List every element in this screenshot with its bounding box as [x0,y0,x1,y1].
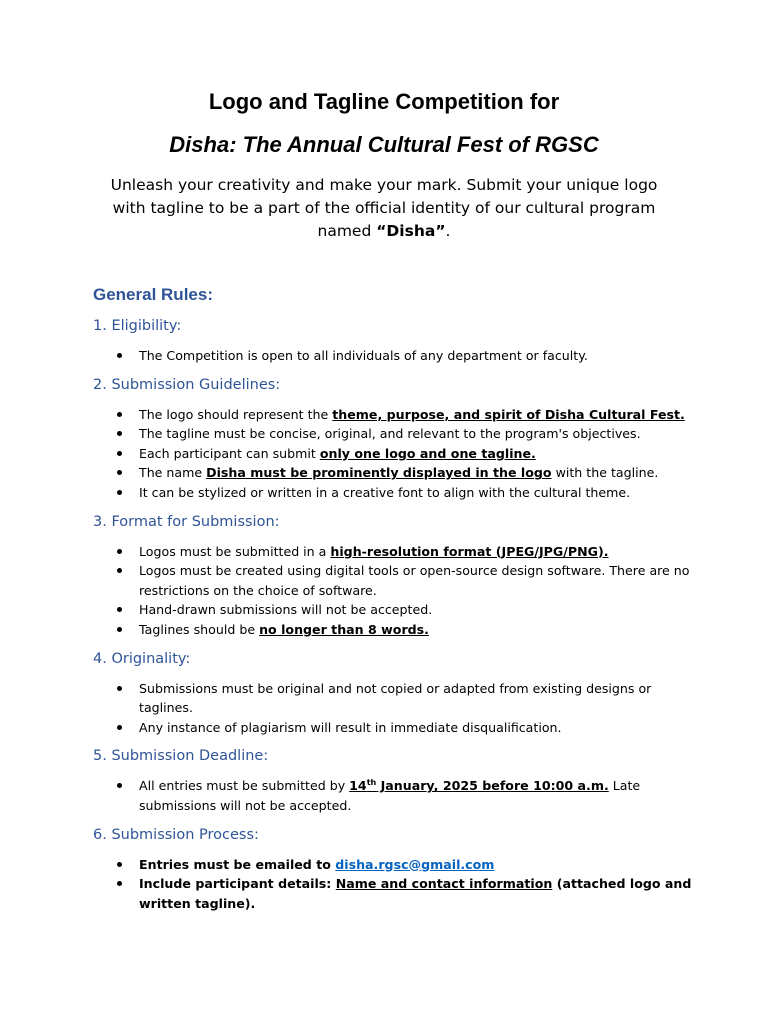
originality-list [93,679,693,738]
list-item [139,874,693,913]
list-item: Submissions must be original and not copied or adapted from existing designs or taglines. [139,679,693,718]
list-item: Any instance of plagiarism will result in immediate disqualification. [139,718,693,738]
list-item: It can be stylized or written in a creative font to align with the cultural theme. [139,483,693,503]
general-rules-heading: General Rules: [93,285,213,304]
list-item [139,444,693,464]
format-heading: 3. Format for Submission: [93,513,280,530]
list-item-text: Each participant can submit [139,445,320,461]
list-item-text: Include participant details: [139,876,336,892]
list-item-text: Entries must be emailed to [139,856,336,872]
list-item-text: The name [139,465,207,481]
process-heading: 6. Submission Process: [93,826,259,843]
list-item [139,542,693,562]
list-item-emphasis: Disha must be prominently displayed in the logo [206,465,552,481]
list-item: The tagline must be concise, original, and relevant to the program's objectives. [139,424,693,444]
list-item-emphasis: only one logo and one tagline. [319,445,536,461]
list-item-text: The logo should represent the [139,406,333,422]
guidelines-list [93,405,693,503]
list-item-text: (attached logo and written tagline). [139,876,692,911]
eligibility-list [93,346,693,366]
list-item-emphasis: theme, purpose, and spirit of Disha Cultural Fest. [332,406,685,422]
deadline-date [349,778,609,793]
list-item-text: Late submissions will not be accepted. [139,778,641,813]
list-item-emphasis: no longer than 8 words. [259,621,429,637]
deadline-day: 14 [349,778,367,794]
guidelines-heading: 2. Submission Guidelines: [93,376,281,393]
page-subtitle: Disha: The Annual Cultural Fest of RGSC [169,132,599,157]
list-item-text: All entries must be submitted by [139,778,350,794]
list-item-text: Logos must be submitted in a [139,543,331,559]
deadline-heading: 5. Submission Deadline: [93,748,269,765]
intro-program-name: “Disha” [376,222,446,240]
intro-paragraph [100,174,668,243]
list-item [139,405,693,425]
process-list [93,855,693,914]
deadline-list [93,776,693,815]
email-link[interactable]: disha.rgsc@gmail.com [335,856,495,872]
eligibility-heading: 1. Eligibility: [93,318,182,334]
list-item-text: with the tagline. [551,465,659,481]
list-item [139,776,693,815]
intro-text: Unleash your creativity and make your mark. Submit your unique logo with tagline to be a part of the official identity of our cultural program named [110,176,658,240]
list-item: The Competition is open to all individuals of any department or faculty. [139,346,693,366]
format-list [93,542,693,640]
list-item-emphasis: high-resolution format (JPEG/JPG/PNG). [330,543,609,559]
page-title: Logo and Tagline Competition for [208,89,560,114]
list-item [139,855,693,875]
list-item-text: Taglines should be [139,621,260,637]
deadline-date-rest: January, 2025 before 10:00 a.m. [376,778,609,794]
list-item: Logos must be created using digital tools or open-source design software. There are no restrictions on the choice of software. [139,561,693,600]
list-item [139,463,693,483]
deadline-day-suffix: th [366,778,377,788]
list-item: Hand-drawn submissions will not be accepted. [139,600,693,620]
rules-content [93,284,693,922]
intro-end: . [445,222,451,240]
list-item-emphasis: Name and contact information [335,876,553,892]
list-item [139,620,693,640]
originality-heading: 4. Originality: [93,650,191,667]
